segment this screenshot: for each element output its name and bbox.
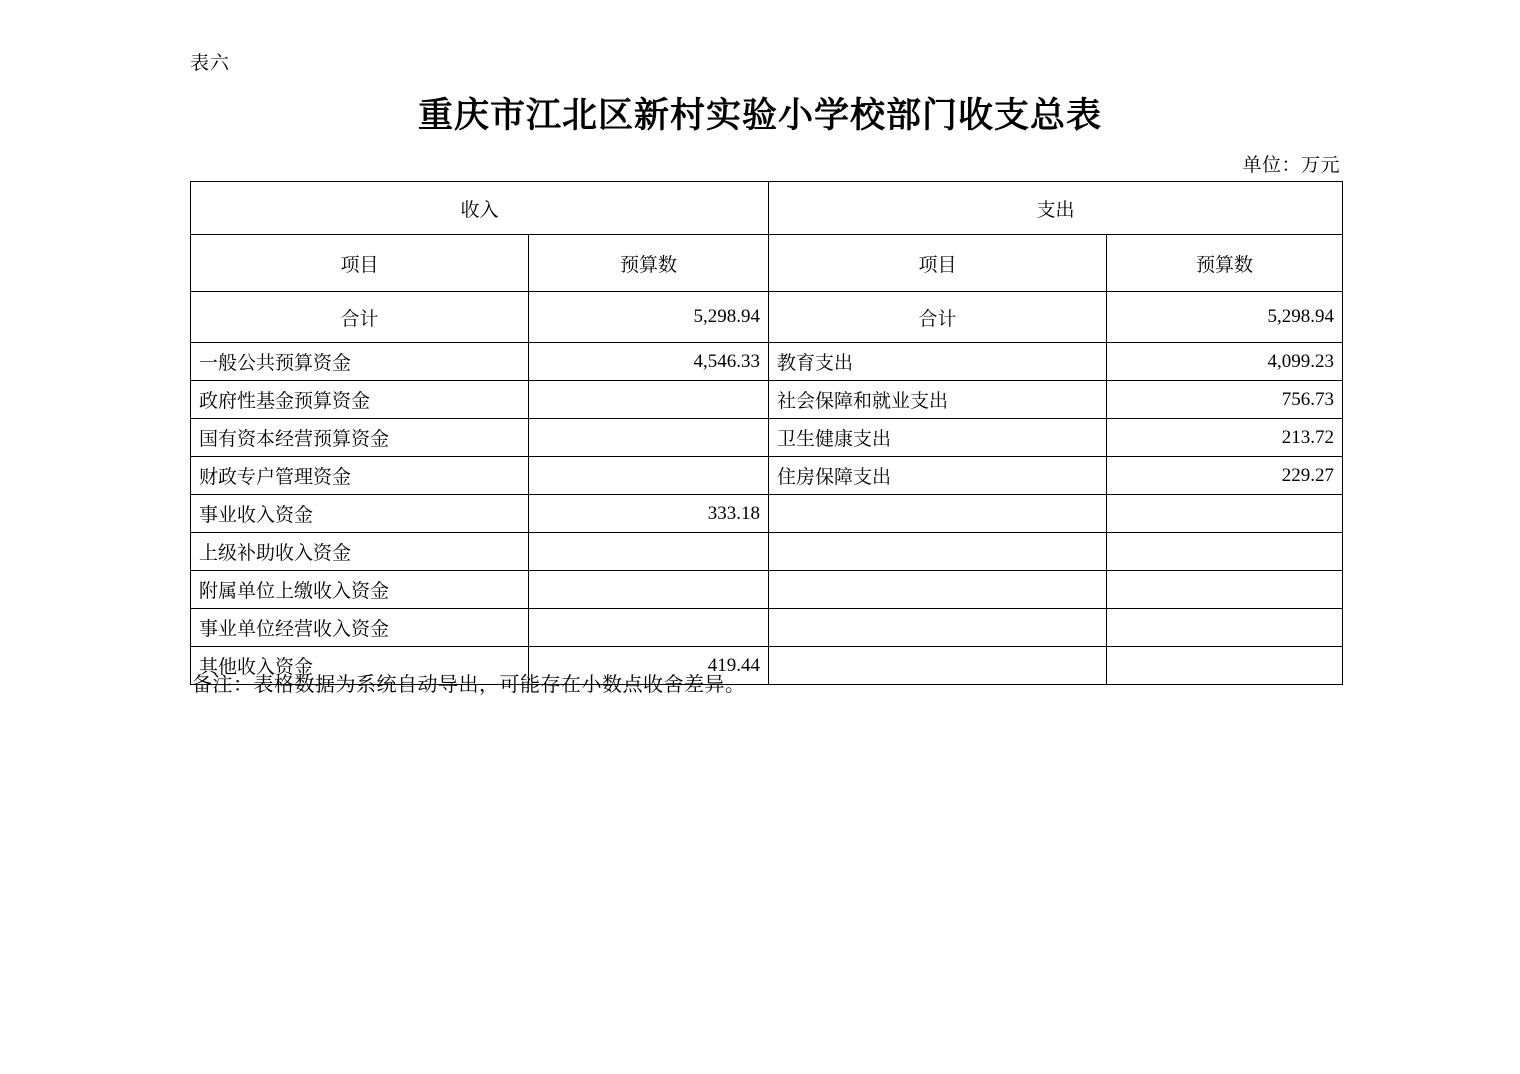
- table-row: [191, 609, 1343, 647]
- income-item-label: 上级补助收入资金: [191, 533, 529, 571]
- total-value-expenditure: 5,298.94: [1107, 292, 1343, 343]
- expenditure-item-value: [1107, 533, 1343, 571]
- page-title: 重庆市江北区新村实验小学校部门收支总表: [417, 96, 1102, 135]
- table-row: [191, 381, 1343, 419]
- income-item-value: [529, 609, 769, 647]
- income-item-value: [529, 571, 769, 609]
- expenditure-item-label: 卫生健康支出: [769, 419, 1107, 457]
- table-row: [191, 571, 1343, 609]
- table-row: [191, 495, 1343, 533]
- expenditure-item-value: 213.72: [1107, 419, 1343, 457]
- expenditure-item-label: [769, 647, 1107, 685]
- income-item-value: [529, 419, 769, 457]
- expenditure-item-value: 4,099.23: [1107, 343, 1343, 381]
- expenditure-item-label: [769, 533, 1107, 571]
- income-item-label: 其他收入资金: [191, 647, 529, 685]
- total-label-expenditure: 合计: [769, 292, 1107, 343]
- expenditure-item-value: 756.73: [1107, 381, 1343, 419]
- expenditure-item-label: [769, 571, 1107, 609]
- expenditure-item-label: [769, 609, 1107, 647]
- group-header-income: 收入: [191, 182, 769, 235]
- column-header-income-item: 项目: [191, 235, 529, 292]
- income-item-label: 附属单位上缴收入资金: [191, 571, 529, 609]
- income-item-value: [529, 381, 769, 419]
- income-item-value: 333.18: [529, 495, 769, 533]
- table-row: [191, 457, 1343, 495]
- table-group-header-row: [191, 182, 1343, 235]
- expenditure-item-value: 229.27: [1107, 457, 1343, 495]
- expenditure-item-label: 教育支出: [769, 343, 1107, 381]
- income-item-value: 419.44: [529, 647, 769, 685]
- income-item-label: 事业单位经营收入资金: [191, 609, 529, 647]
- expenditure-item-value: [1107, 609, 1343, 647]
- column-header-expenditure-item: 项目: [769, 235, 1107, 292]
- table-total-row: [191, 292, 1343, 343]
- expenditure-item-label: 住房保障支出: [769, 457, 1107, 495]
- budget-summary-table: [190, 181, 1343, 685]
- income-item-label: 一般公共预算资金: [191, 343, 529, 381]
- column-header-income-budget: 预算数: [529, 235, 769, 292]
- income-item-value: [529, 457, 769, 495]
- column-header-expenditure-budget: 预算数: [1107, 235, 1343, 292]
- income-item-value: [529, 533, 769, 571]
- total-label-income: 合计: [191, 292, 529, 343]
- expenditure-item-value: [1107, 495, 1343, 533]
- table-column-header-row: [191, 235, 1343, 292]
- income-item-value: 4,546.33: [529, 343, 769, 381]
- income-item-label: 国有资本经营预算资金: [191, 419, 529, 457]
- table-remark: 备注：表格数据为系统自动导出，可能存在小数点收舍差异。: [192, 674, 746, 696]
- sheet-tag: 表六: [190, 53, 231, 74]
- expenditure-item-value: [1107, 647, 1343, 685]
- expenditure-item-value: [1107, 571, 1343, 609]
- expenditure-item-label: 社会保障和就业支出: [769, 381, 1107, 419]
- income-item-label: 政府性基金预算资金: [191, 381, 529, 419]
- income-item-label: 财政专户管理资金: [191, 457, 529, 495]
- table-row: [191, 343, 1343, 381]
- total-value-income: 5,298.94: [529, 292, 769, 343]
- unit-note: 单位：万元: [1242, 155, 1340, 176]
- expenditure-item-label: [769, 495, 1107, 533]
- group-header-expenditure: 支出: [769, 182, 1343, 235]
- table-row: [191, 419, 1343, 457]
- income-item-label: 事业收入资金: [191, 495, 529, 533]
- table-row: [191, 533, 1343, 571]
